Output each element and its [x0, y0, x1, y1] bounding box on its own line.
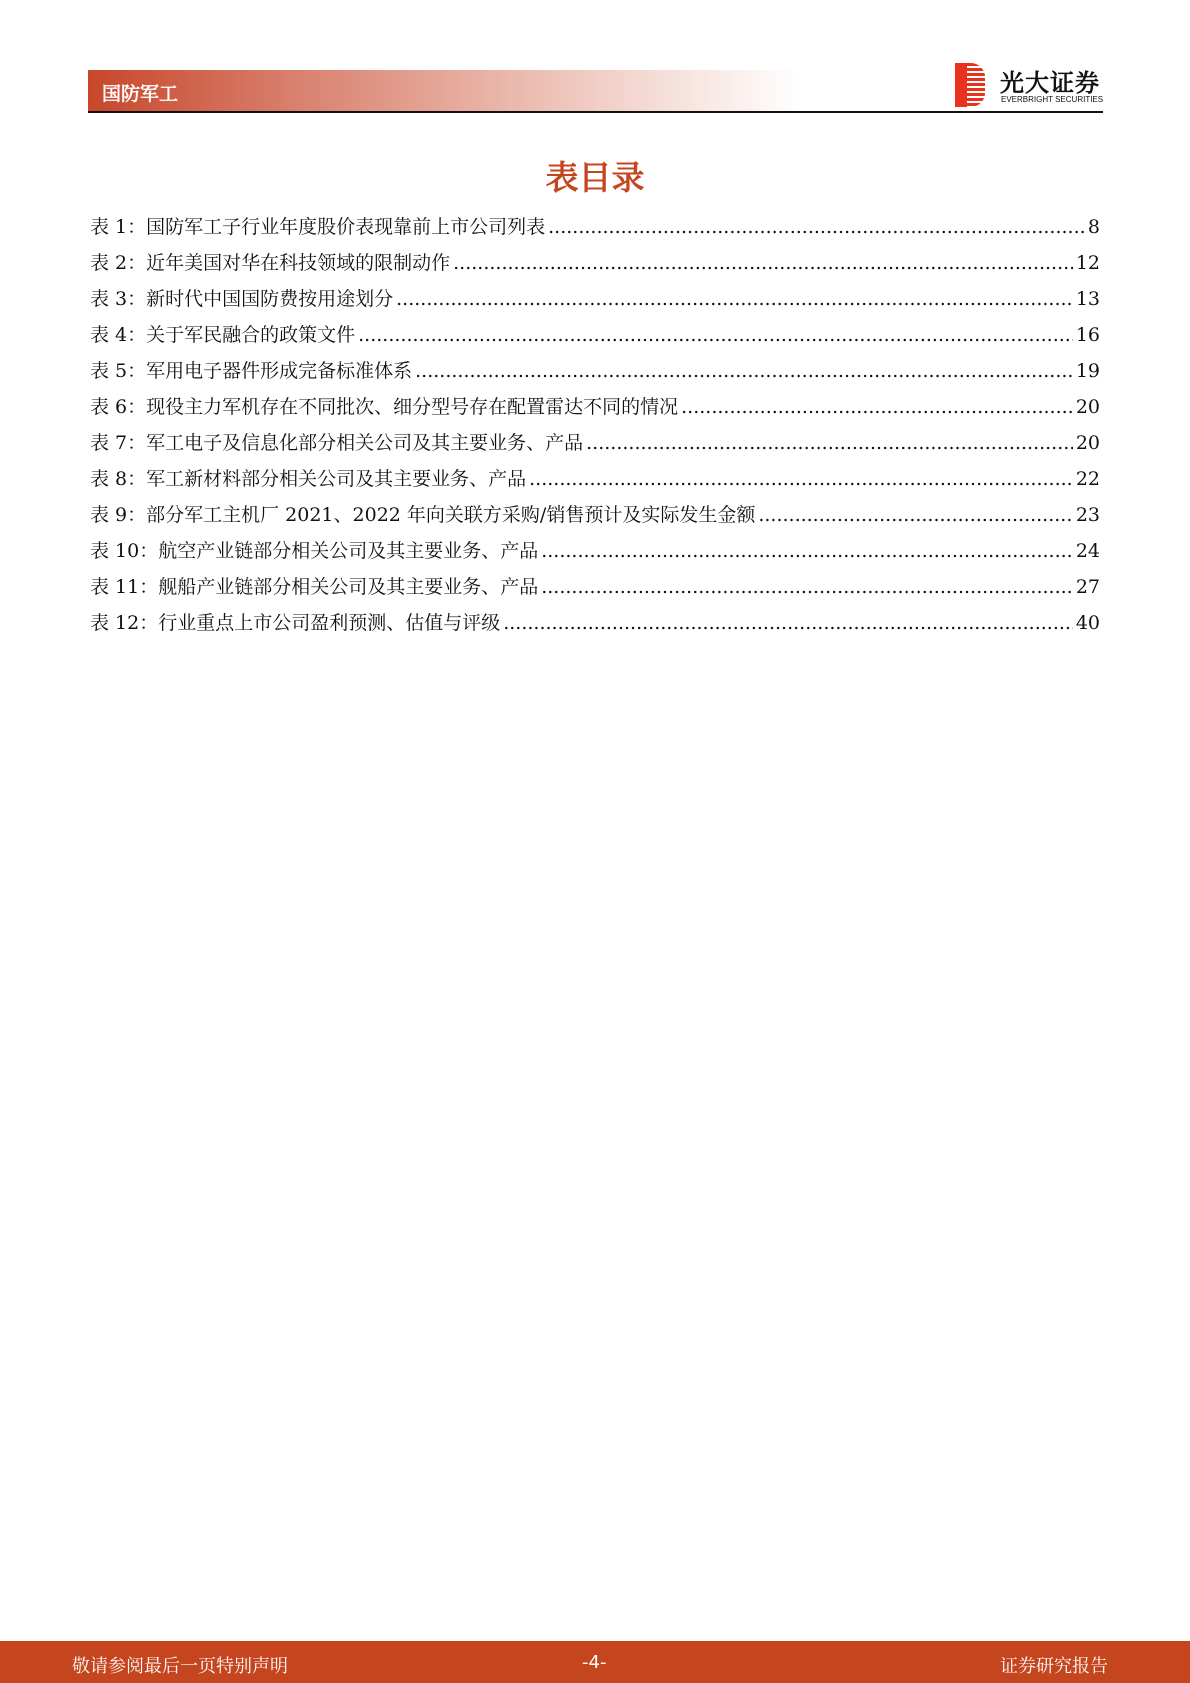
toc-entry-page[interactable]: 24: [1075, 540, 1100, 562]
toc-leader-dots: [541, 540, 1073, 562]
toc-entry-label[interactable]: 表 8：军工新材料部分相关公司及其主要业务、产品: [90, 468, 527, 490]
toc-entry[interactable]: [90, 464, 1100, 500]
toc-entry[interactable]: [90, 212, 1100, 248]
toc-entry[interactable]: [90, 608, 1100, 644]
toc-entry[interactable]: [90, 320, 1100, 356]
footer-report-type: 证券研究报告: [1000, 1656, 1108, 1677]
toc-entry[interactable]: [90, 392, 1100, 428]
toc-entry-label[interactable]: 表 10：航空产业链部分相关公司及其主要业务、产品: [90, 540, 539, 562]
page-title: 表目录: [545, 158, 645, 197]
toc-leader-dots: [529, 468, 1073, 490]
section-name: 国防军工: [102, 83, 179, 105]
logo-mark-icon: [955, 63, 985, 107]
header-divider: [88, 111, 1103, 113]
table-of-contents: [90, 212, 1100, 644]
toc-entry-label[interactable]: 表 2：近年美国对华在科技领域的限制动作: [90, 252, 451, 274]
toc-leader-dots: [358, 324, 1073, 346]
toc-entry-label[interactable]: 表 4：关于军民融合的政策文件: [90, 324, 356, 346]
page-number: -4-: [582, 1652, 607, 1673]
toc-entry-label[interactable]: 表 1：国防军工子行业年度股价表现靠前上市公司列表: [90, 216, 546, 238]
logo-en: EVERBRIGHT SECURITIES: [1001, 95, 1104, 104]
toc-entry[interactable]: [90, 500, 1100, 536]
toc-entry-label[interactable]: 表 7：军工电子及信息化部分相关公司及其主要业务、产品: [90, 432, 584, 454]
toc-entry[interactable]: [90, 356, 1100, 392]
toc-entry[interactable]: [90, 248, 1100, 284]
toc-entry[interactable]: [90, 428, 1100, 464]
toc-entry-label[interactable]: 表 11：舰船产业链部分相关公司及其主要业务、产品: [90, 576, 539, 598]
toc-entry-page[interactable]: 13: [1075, 288, 1100, 310]
toc-entry-page[interactable]: 22: [1075, 468, 1100, 490]
section-banner: [88, 70, 800, 112]
toc-entry-page[interactable]: 8: [1087, 216, 1100, 238]
toc-entry-label[interactable]: 表 9：部分军工主机厂 2021、2022 年向关联方采购/销售预计及实际发生金额: [90, 504, 756, 526]
toc-entry-page[interactable]: 23: [1075, 504, 1100, 526]
footer: [0, 1641, 1190, 1683]
toc-entry-page[interactable]: 20: [1075, 432, 1100, 454]
toc-leader-dots: [548, 216, 1085, 238]
toc-entry-label[interactable]: 表 6：现役主力军机存在不同批次、细分型号存在配置雷达不同的情况: [90, 396, 679, 418]
toc-entry[interactable]: [90, 284, 1100, 320]
toc-entry[interactable]: [90, 572, 1100, 608]
toc-entry-page[interactable]: 12: [1075, 252, 1100, 274]
logo-cn: 光大证券: [1000, 69, 1100, 97]
toc-entry-page[interactable]: 16: [1075, 324, 1100, 346]
toc-leader-dots: [541, 576, 1073, 598]
toc-leader-dots: [586, 432, 1073, 454]
toc-entry-label[interactable]: 表 3：新时代中国国防费按用途划分: [90, 288, 394, 310]
toc-entry-page[interactable]: 40: [1075, 612, 1100, 634]
company-logo: [955, 63, 1105, 107]
toc-entry-page[interactable]: 20: [1075, 396, 1100, 418]
toc-leader-dots: [453, 252, 1073, 274]
toc-leader-dots: [681, 396, 1073, 418]
footer-disclaimer: 敬请参阅最后一页特别声明: [72, 1656, 288, 1677]
toc-leader-dots: [396, 288, 1073, 310]
toc-entry-label[interactable]: 表 5：军用电子器件形成完备标准体系: [90, 360, 413, 382]
toc-leader-dots: [758, 504, 1072, 526]
toc-entry[interactable]: [90, 536, 1100, 572]
toc-entry-page[interactable]: 27: [1075, 576, 1100, 598]
toc-entry-label[interactable]: 表 12：行业重点上市公司盈利预测、估值与评级: [90, 612, 501, 634]
toc-leader-dots: [415, 360, 1073, 382]
toc-entry-page[interactable]: 19: [1075, 360, 1100, 382]
toc-leader-dots: [503, 612, 1073, 634]
